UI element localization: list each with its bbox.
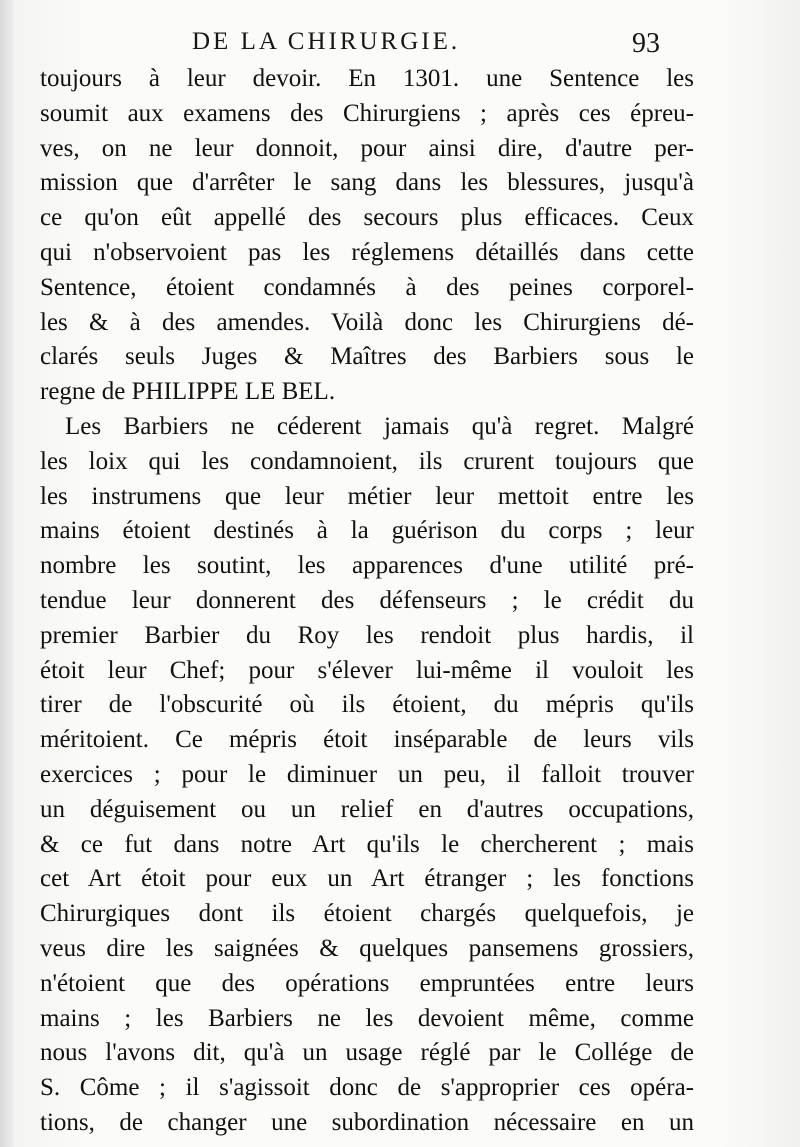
text-line: étoit leur Chef; pour s'élever lui-même il vouloit les (40, 656, 694, 684)
paragraph-2 (40, 410, 694, 1141)
page-number: 93 (632, 28, 660, 59)
text-line: qui n'observoient pas les réglemens détaillés dans cette (40, 238, 694, 266)
text-line: ce qu'on eût appellé des secours plus efficaces. Ceux (40, 204, 694, 232)
text-line: les instrumens que leur métier leur mettoit entre les (40, 482, 694, 510)
text-line: tirer de l'obscurité où ils étoient, du mépris qu'ils (40, 691, 694, 719)
text-line: Chirurgiques dont ils étoient chargés quelquefois, je (40, 900, 694, 928)
text-line: ves, on ne leur donnoit, pour ainsi dire, d'autre per- (40, 134, 694, 162)
page-gutter (0, 0, 14, 1147)
page-header (14, 22, 800, 62)
book-page (14, 0, 800, 1147)
text-line: tions, de changer une subordination nécessaire en un (40, 1108, 694, 1136)
text-line: soumit aux examens des Chirurgiens ; après ces épreu- (40, 99, 694, 127)
text-line: clarés seuls Juges & Maîtres des Barbiers sous le (40, 343, 694, 371)
text-line: & ce fut dans notre Art qu'ils le chercherent ; mais (40, 830, 694, 858)
paragraph-1 (40, 62, 694, 410)
text-line: méritoient. Ce mépris étoit inséparable de leurs vils (40, 726, 694, 754)
text-line: nombre les soutint, les apparences d'une utilité pré- (40, 552, 694, 580)
text-line: les & à des amendes. Voilà donc les Chirurgiens dé- (40, 308, 694, 336)
text-line: mains ; les Barbiers ne les devoient même, comme (40, 1004, 694, 1032)
text-line: mission que d'arrêter le sang dans les blessures, jusqu'à (40, 169, 694, 197)
running-head: DE LA CHIRURGIE. (192, 28, 461, 55)
text-line: Sentence, étoient condamnés à des peines corporel- (40, 273, 694, 301)
text-line: tendue leur donnerent des défenseurs ; le crédit du (40, 586, 694, 614)
text-line: n'étoient que des opérations empruntées entre leurs (40, 969, 694, 997)
text-line: Les Barbiers ne céderent jamais qu'à regret. Malgré (65, 412, 694, 440)
text-line: nous l'avons dit, qu'à un usage réglé par le Collége de (40, 1039, 694, 1067)
text-line: regne de PHILIPPE LE BEL. (40, 378, 336, 406)
text-line: veus dire les saignées & quelques pansemens grossiers, (40, 934, 694, 962)
text-line: exercices ; pour le diminuer un peu, il falloit trouver (40, 760, 694, 788)
text-line: un déguisement ou un relief en d'autres occupations, (40, 795, 694, 823)
text-line: premier Barbier du Roy les rendoit plus hardis, il (40, 621, 694, 649)
text-line: les loix qui les condamnoient, ils crurent toujours que (40, 447, 694, 475)
text-line: toujours à leur devoir. En 1301. une Sentence les (40, 65, 694, 92)
text-line: cet Art étoit pour eux un Art étranger ; les fonctions (40, 865, 694, 893)
text-line: mains étoient destinés à la guérison du corps ; leur (40, 517, 694, 545)
text-line: S. Côme ; il s'agissoit donc de s'approprier ces opéra- (40, 1074, 694, 1102)
body-text (40, 62, 694, 1141)
